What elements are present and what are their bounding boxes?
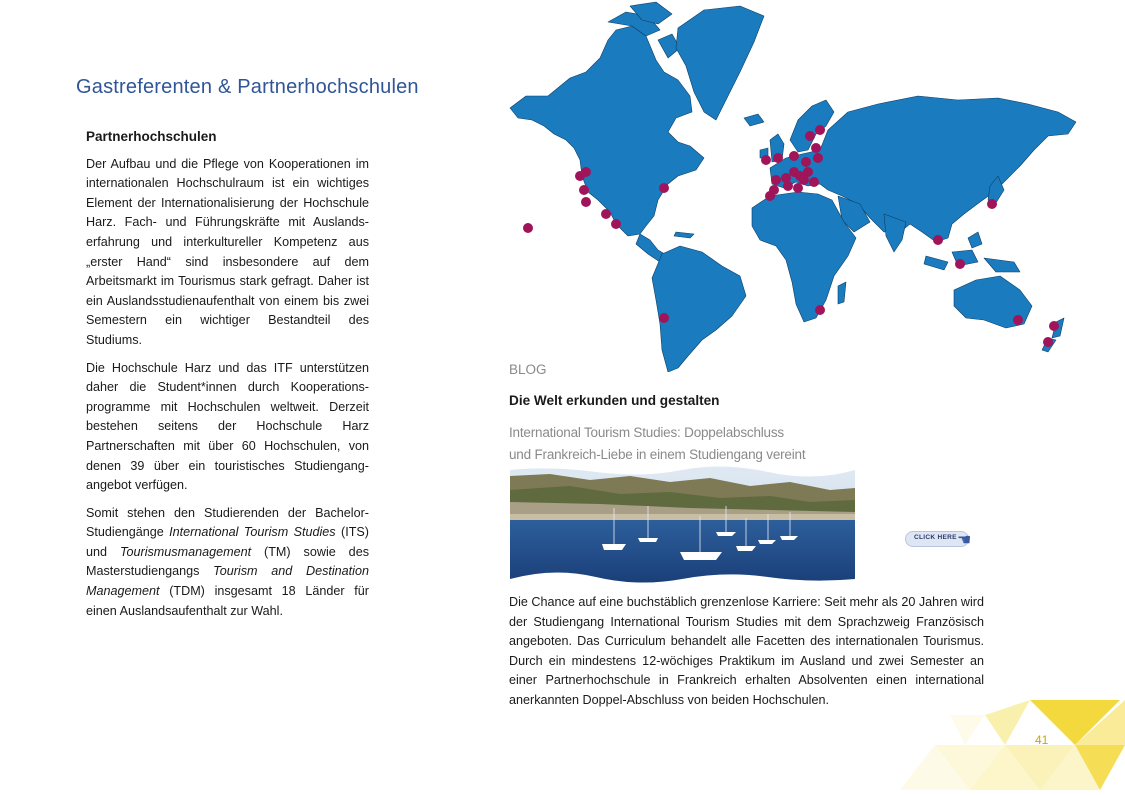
marker-ireland [761, 155, 771, 165]
section-heading: Partnerhochschulen [86, 129, 217, 144]
marker-japan [987, 199, 997, 209]
paragraph-3: Somit stehen den Studierenden der Bachelor-Studiengänge International Tourism Studies (ITS) und Tourismusmanagement (TM) sowie des Masterstudiengangs Tourism and Destination Management (TDM) insgesamt 18 Länder für einen Auslandsaufenthalt zur Wahl. [86, 505, 369, 618]
marker-sweden [805, 131, 815, 141]
marker-new-zealand-south [1043, 337, 1053, 347]
partner-section [86, 127, 369, 629]
marker-norway [789, 151, 799, 161]
marker-san-francisco [579, 185, 589, 195]
marker-uk [773, 153, 783, 163]
marker-spain-south [765, 191, 775, 201]
marker-los-angeles [581, 197, 591, 207]
page-title: Gastreferenten & Partnerhochschulen [76, 76, 419, 98]
marker-south-africa [815, 305, 825, 315]
marker-hawaii [523, 223, 533, 233]
blog-body: Die Chance auf eine buchstäblich grenzenlose Karriere: Seit mehr als 20 Jahren wird der Studiengang International Tourism Studies mit dem Sprachzweig Französisch angeboten. Das Curriculum behandelt alle Facetten des internationalen Tourismus. Durch ein mindestens 12-wöchiges Praktikum im Ausland und zwei Semester an einer Partnerhochschule in Frankreich erhalten Absolventen einen international anerkannten Doppel-Abschluss von beiden Hochschulen. [509, 595, 984, 707]
marker-finland [815, 125, 825, 135]
marker-austria [799, 175, 809, 185]
marker-brittany [771, 175, 781, 185]
marker-chile [659, 313, 669, 323]
marker-mexico-central [611, 219, 621, 229]
marker-australia [1013, 315, 1023, 325]
click-here-button[interactable] [905, 528, 983, 552]
marker-indonesia [955, 259, 965, 269]
blog-tag: BLOG [509, 362, 547, 377]
marker-italy [793, 183, 803, 193]
world-map [508, 0, 1083, 372]
harbor-photo [510, 466, 855, 583]
marker-france-south [783, 181, 793, 191]
marker-denmark [801, 157, 811, 167]
button-label: CLICK HERE [914, 534, 957, 541]
marker-mexico-north [601, 209, 611, 219]
pointing-hand-icon: ☚ [957, 532, 972, 549]
marker-hungary [809, 177, 819, 187]
marker-vancouver [575, 171, 585, 181]
blog-title: Die Welt erkunden und gestalten [509, 393, 720, 408]
blog-subtitle: International Tourism Studies: Doppelabschluss und Frankreich-Liebe in einem Studiengang vereint [509, 425, 806, 462]
marker-new-york [659, 183, 669, 193]
north-america-shape [510, 26, 704, 236]
south-america-shape [652, 246, 746, 372]
marker-baltic [811, 143, 821, 153]
marker-new-zealand-north [1049, 321, 1059, 331]
paragraph-2: Die Hochschule Harz und das ITF unterstützen daher die Student*innen durch Kooperations-programme mit Hochschulen weltweit. Derzeit bestehen seitens der Hochschule Harz Partnerschaften mit über 60 Hochschulen, von denen 39 über ein touristisches Studiengang-angebot verfügen. [86, 360, 369, 493]
paragraph-1: Der Aufbau und die Pflege von Kooperationen im internationalen Hochschulraum ist ein wichtiges Element der Internationalisierung der Hochschule Harz. Fach- und Führungskräfte mit Auslands-erfahrung und interkultureller Kompetenz aus „erster Hand“ sind insbesondere auf dem Arbeitsmarkt im Tourismus stark gefragt. Daher ist ein Auslandsstudienaufenthalt von einem bis zwei Semestern ein wichtiger Bestandteil des Studiums. [86, 156, 369, 347]
marker-thailand [933, 235, 943, 245]
page-number: 41 [1035, 733, 1049, 747]
triangle-decoration [880, 695, 1125, 795]
marker-lithuania [813, 153, 823, 163]
